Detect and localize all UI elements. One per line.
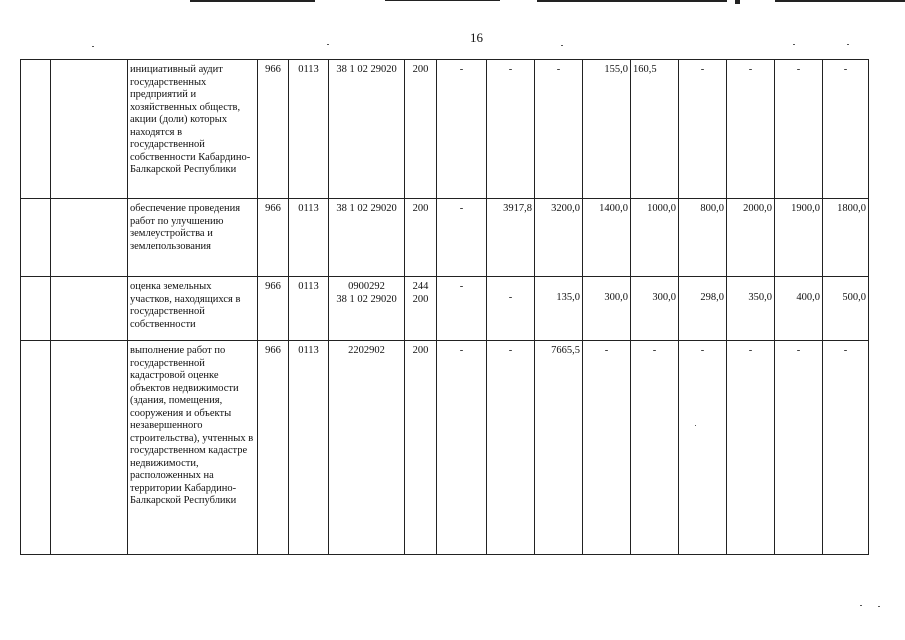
value-text: 298,0 <box>700 292 724 303</box>
value-cell: - <box>437 60 487 199</box>
value-cell: 155,0 <box>583 60 631 199</box>
value-cell: 1000,0 <box>631 199 679 277</box>
expense-line: 200 <box>412 293 429 305</box>
code-cell: 966 <box>258 341 289 555</box>
table-row <box>21 277 869 341</box>
code-cell: 966 <box>258 277 289 341</box>
row-description: инициативный аудит государственных предприятий и хозяйственных обществ, акции (доли) которых находятся в государственной собственности Кабардино-Балкарской Республики <box>128 60 258 199</box>
value-cell: - <box>583 341 631 555</box>
value-cell: 1800,0 <box>823 199 869 277</box>
empty-cell <box>51 341 128 555</box>
value-cell: - <box>437 277 487 341</box>
scan-speck <box>561 45 563 46</box>
empty-cell <box>21 341 51 555</box>
value-cell: - <box>727 341 775 555</box>
value-cell <box>823 277 869 341</box>
target-cell: 2202902 <box>329 341 405 555</box>
value-text: 400,0 <box>796 292 820 303</box>
scan-speck <box>847 44 849 45</box>
value-text: 300,0 <box>652 292 676 303</box>
scan-speck <box>878 606 880 607</box>
value-text: 300,0 <box>604 292 628 303</box>
value-cell: 160,5 <box>631 60 679 199</box>
value-cell: 1900,0 <box>775 199 823 277</box>
value-cell: 3200,0 <box>535 199 583 277</box>
expense-line: 244 <box>412 281 429 292</box>
expense-cell: 200 <box>405 60 437 199</box>
value-cell: - <box>535 60 583 199</box>
value-cell: - <box>775 60 823 199</box>
code-cell: 966 <box>258 199 289 277</box>
value-cell: 7665,5 <box>535 341 583 555</box>
value-cell: - <box>487 60 535 199</box>
value-text: - <box>508 292 513 303</box>
value-cell <box>487 277 535 341</box>
empty-cell <box>21 199 51 277</box>
value-text: 500,0 <box>842 292 866 303</box>
value-cell: - <box>775 341 823 555</box>
value-cell: - <box>437 341 487 555</box>
table-row <box>21 60 869 199</box>
target-cell: 38 1 02 29020 <box>329 199 405 277</box>
value-cell: - <box>727 60 775 199</box>
value-cell <box>631 277 679 341</box>
target-cell: 38 1 02 29020 <box>329 60 405 199</box>
budget-table <box>20 59 869 555</box>
empty-cell <box>21 277 51 341</box>
value-cell: - <box>679 60 727 199</box>
table-row <box>21 199 869 277</box>
section-cell: 0113 <box>289 60 329 199</box>
value-text: 350,0 <box>748 292 772 303</box>
section-cell: 0113 <box>289 341 329 555</box>
target-line: 38 1 02 29020 <box>336 293 397 305</box>
scan-line <box>775 0 905 2</box>
empty-cell <box>51 199 128 277</box>
scan-speck <box>92 46 94 47</box>
value-cell: - <box>631 341 679 555</box>
value-cell: 3917,8 <box>487 199 535 277</box>
value-cell: - <box>679 341 727 555</box>
expense-cell: 200 <box>405 199 437 277</box>
value-cell: - <box>437 199 487 277</box>
scan-speck <box>860 605 862 606</box>
row-description: выполнение работ по государственной кадастровой оценке объектов недвижимости (здания, помещения, сооружения и объекты незавершенного строительства), учтенных в государственном кадастре недвижимости, расположенных на территории Кабардино-Балкарской Республики <box>128 341 258 555</box>
value-cell <box>775 277 823 341</box>
expense-cell <box>405 277 437 341</box>
empty-cell <box>21 60 51 199</box>
empty-cell <box>51 60 128 199</box>
scan-line <box>385 0 500 1</box>
target-cell <box>329 277 405 341</box>
value-cell: - <box>823 60 869 199</box>
scan-speck <box>793 44 795 45</box>
code-cell: 966 <box>258 60 289 199</box>
scan-line <box>537 0 727 2</box>
value-cell <box>535 277 583 341</box>
page-number: 16 <box>470 30 483 45</box>
value-cell: - <box>487 341 535 555</box>
value-cell <box>727 277 775 341</box>
empty-cell <box>51 277 128 341</box>
section-cell: 0113 <box>289 277 329 341</box>
value-cell: 800,0 <box>679 199 727 277</box>
row-description: оценка земельных участков, находящихся в государственной собственности <box>128 277 258 341</box>
scan-speck <box>327 44 329 45</box>
value-cell <box>679 277 727 341</box>
row-description: обеспечение проведения работ по улучшению землеустройства и землепользования <box>128 199 258 277</box>
scan-line <box>190 0 315 2</box>
value-cell <box>583 277 631 341</box>
expense-cell: 200 <box>405 341 437 555</box>
section-cell: 0113 <box>289 199 329 277</box>
scan-line <box>735 0 740 4</box>
value-cell: 1400,0 <box>583 199 631 277</box>
target-line: 0900292 <box>348 281 385 292</box>
value-cell: - <box>823 341 869 555</box>
table-row <box>21 341 869 555</box>
value-cell: 2000,0 <box>727 199 775 277</box>
value-text: 135,0 <box>556 292 580 303</box>
